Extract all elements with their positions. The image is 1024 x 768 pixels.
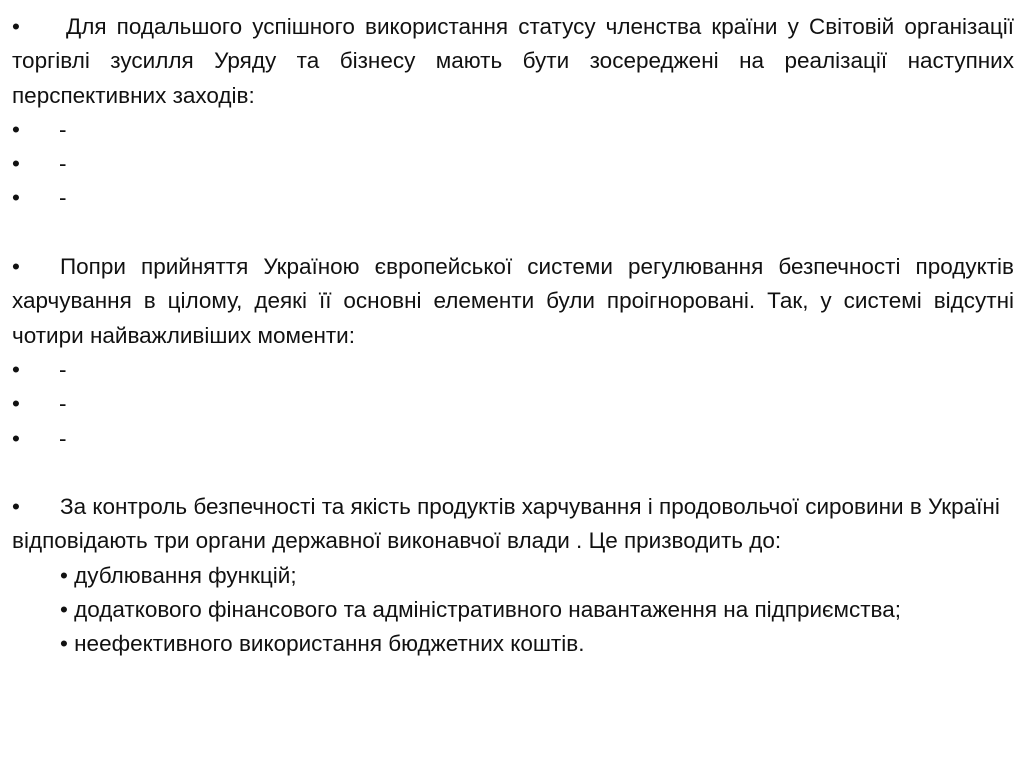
empty-item-dash: -: [59, 391, 67, 417]
empty-item-dash: -: [59, 151, 67, 177]
paragraph-text: За контроль безпечності та якість продуктів харчування і продовольчої сировини в Україні відповідають три органи державної виконавчої влади . Це призводить до:: [12, 494, 1000, 554]
paragraph-text: Для подальшого успішного використання статусу членства країни у Світовій організації торгівлі зусилля Уряду та бізнесу мають бути зосереджені на реалізації наступних перспективних заходів:: [12, 14, 1014, 108]
bullet: •: [12, 185, 20, 211]
sub-list-item: • додаткового фінансового та адміністративного навантаження на підприємства;: [60, 597, 902, 623]
sub-list-item: • неефективного використання бюджетних коштів.: [60, 631, 585, 657]
empty-item-dash: -: [59, 116, 67, 142]
bullet: •: [12, 494, 20, 520]
list-item: [12, 113, 1014, 147]
empty-item-dash: -: [59, 185, 67, 211]
paragraph-control-bodies: [12, 490, 1014, 559]
paragraph-membership: [12, 10, 1014, 113]
bullet: •: [12, 425, 20, 451]
paragraph-food-safety: [12, 250, 1014, 353]
list-item: [12, 422, 1014, 456]
bullet: •: [12, 356, 20, 382]
empty-item-dash: -: [59, 356, 67, 382]
spacer: [12, 456, 1014, 490]
sub-list-item: • дублювання функцій;: [60, 562, 297, 588]
bullet: •: [12, 116, 20, 142]
bullet: •: [12, 391, 20, 417]
slide-content: [12, 10, 1014, 662]
list-item: [12, 353, 1014, 387]
spacer: [12, 216, 1014, 250]
paragraph-text: Попри прийняття Україною європейської системи регулювання безпечності продуктів харчування в цілому, деякі її основні елементи були проігноровані. Так, у системі відсутні чотири найважливіших моменти:: [12, 254, 1014, 348]
bullet: •: [12, 151, 20, 177]
bullet: •: [12, 254, 20, 280]
bullet: •: [12, 14, 20, 39]
empty-item-dash: -: [59, 425, 67, 451]
list-item: [12, 181, 1014, 215]
list-item: [12, 387, 1014, 421]
list-item: [12, 147, 1014, 181]
